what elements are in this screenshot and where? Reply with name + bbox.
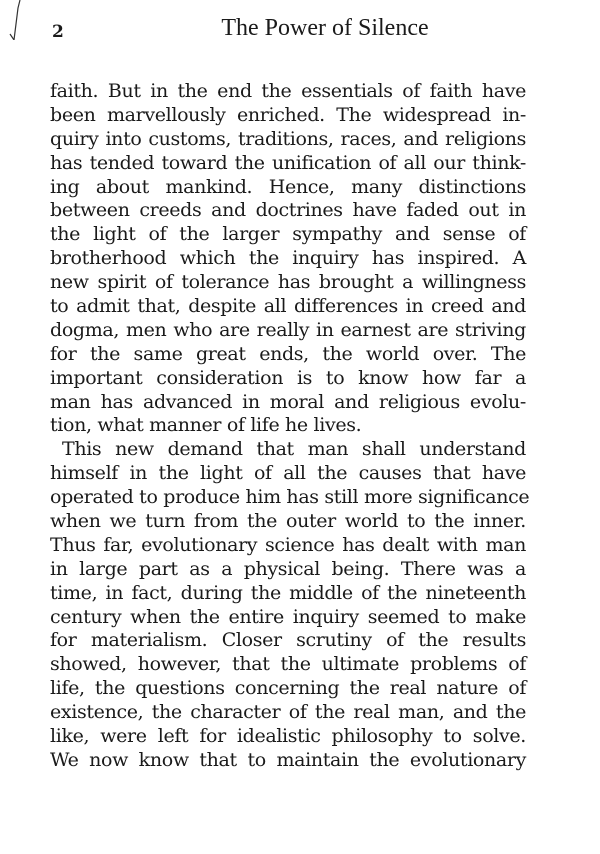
text-line: This new demand that man shall understand [62, 438, 526, 461]
text-line: century when the entire inquiry seemed to make [50, 605, 526, 628]
page-body [50, 80, 530, 773]
text-line: in large part as a physical being. There was a [50, 557, 526, 580]
running-title: The Power of Silence [221, 15, 429, 41]
text-line: showed, however, that the ultimate problems of [50, 653, 526, 676]
text-line: operated to produce him has still more significance [50, 486, 530, 509]
text-line: brotherhood which the inquiry has inspired. A [50, 247, 526, 270]
text-line: the light of the larger sympathy and sense of [50, 223, 526, 246]
text-line: important consideration is to know how far a [50, 366, 526, 389]
text-line: tion, what manner of life he lives. [50, 414, 362, 437]
paragraph-1 [50, 80, 526, 438]
text-line: dogma, men who are really in earnest are striving [50, 318, 526, 341]
text-line: has tended toward the unification of all our think- [50, 151, 526, 174]
text-line: man has advanced in moral and religious evolu- [50, 390, 526, 413]
text-line: to admit that, despite all differences in creed and [50, 295, 526, 318]
text-line: when we turn from the outer world to the inner. [50, 510, 526, 533]
text-line: for materialism. Closer scrutiny of the results [50, 629, 526, 652]
text-line: himself in the light of all the causes that have [50, 462, 526, 485]
text-line: like, were left for idealistic philosophy to solve. [50, 725, 526, 748]
text-line: between creeds and doctrines have faded out in [50, 199, 526, 222]
text-line: quiry into customs, traditions, races, and religions [50, 127, 526, 150]
paragraph-2 [50, 438, 530, 772]
text-line: faith. But in the end the essentials of faith have [50, 80, 526, 102]
text-line: new spirit of tolerance has brought a willingness [50, 271, 526, 294]
text-line: life, the questions concerning the real nature of [50, 677, 526, 700]
page-number: 2 [52, 22, 64, 42]
text-line: time, in fact, during the middle of the nineteenth [50, 581, 526, 604]
text-line: for the same great ends, the world over. The [50, 342, 526, 365]
text-line: ing about mankind. Hence, many distinctions [50, 175, 526, 198]
text-line: been marvellously enriched. The widespread in- [50, 103, 526, 126]
text-line: existence, the character of the real man, and the [50, 701, 526, 724]
text-line: We now know that to maintain the evolutionary [50, 748, 526, 771]
text-line: Thus far, evolutionary science has dealt with man [50, 533, 526, 556]
